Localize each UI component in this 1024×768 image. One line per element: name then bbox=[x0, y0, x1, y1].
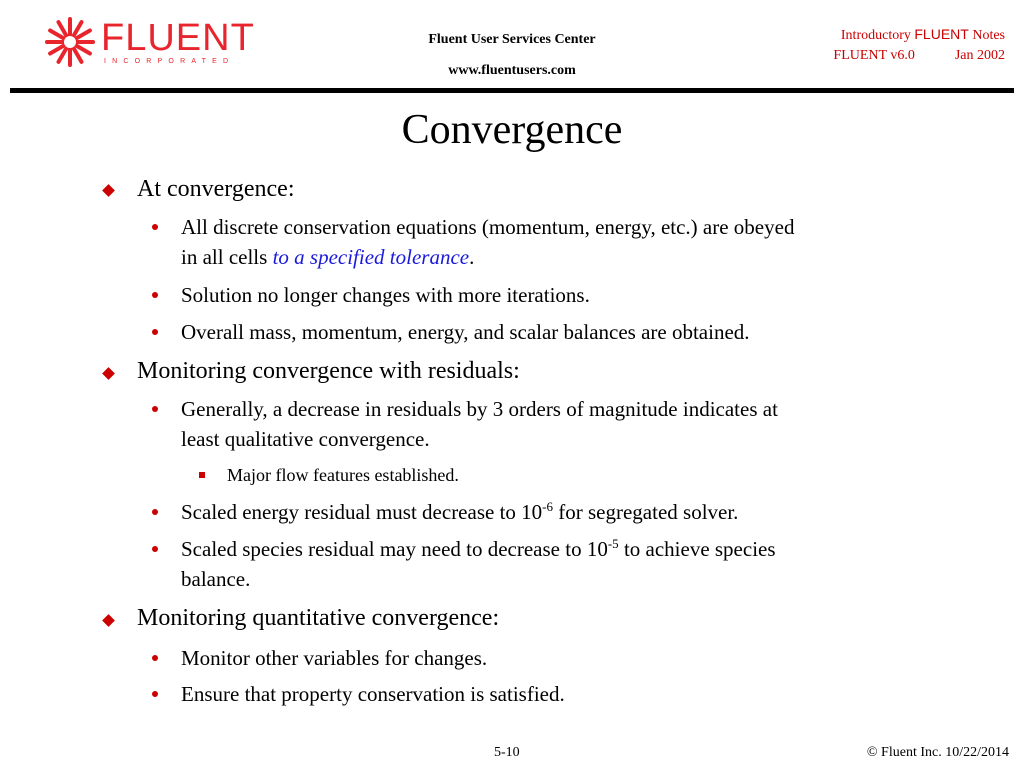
list-item-text: to achieve species bbox=[618, 537, 776, 561]
list-item-text: Scaled species residual may need to decrease to 10 bbox=[181, 537, 608, 561]
notes-suffix: Notes bbox=[968, 28, 1005, 43]
dot-bullet-icon bbox=[152, 691, 158, 697]
dot-bullet-icon bbox=[152, 406, 158, 412]
list-item-text: . bbox=[469, 245, 475, 269]
services-center-label: Fluent User Services Center bbox=[428, 32, 596, 47]
dot-bullet-icon bbox=[152, 655, 158, 661]
list-item bbox=[181, 497, 941, 527]
dot-bullet-icon bbox=[152, 509, 158, 515]
list-item: Ensure that property conservation is satisfied. bbox=[181, 682, 565, 706]
dot-bullet-icon bbox=[152, 546, 158, 552]
section-heading: Monitoring quantitative convergence: bbox=[137, 605, 500, 631]
section-heading: At convergence: bbox=[137, 176, 295, 202]
notes-prefix: Introductory bbox=[840, 28, 915, 43]
exponent: -6 bbox=[542, 499, 553, 514]
dot-bullet-icon bbox=[152, 224, 158, 230]
dot-bullet-icon bbox=[152, 292, 158, 298]
list-item-line bbox=[181, 534, 941, 564]
list-item-text: Scaled energy residual must decrease to 10 bbox=[181, 500, 543, 524]
list-item-line: balance. bbox=[181, 567, 251, 591]
list-item-text: for segregated solver. bbox=[553, 500, 739, 524]
list-item-line: least qualitative convergence. bbox=[181, 427, 430, 451]
list-item-line: All discrete conservation equations (momentum, energy, etc.) are obeyed bbox=[181, 215, 795, 239]
exponent: -5 bbox=[607, 536, 619, 551]
logo-subtext: INCORPORATED bbox=[104, 58, 235, 65]
date-label: Jan 2002 bbox=[954, 48, 1005, 63]
slide-title: Convergence bbox=[401, 107, 623, 153]
highlight-text: to a specified tolerance bbox=[272, 245, 470, 269]
section-heading: Monitoring convergence with residuals: bbox=[137, 358, 520, 384]
logo-wordmark: FLUENT bbox=[101, 17, 255, 59]
list-item-line bbox=[181, 242, 941, 272]
notes-brand: FLUENT bbox=[914, 26, 969, 42]
version-label: FLUENT v6.0 bbox=[833, 48, 915, 63]
page-number: 5-10 bbox=[494, 745, 520, 760]
dot-bullet-icon bbox=[152, 329, 158, 335]
diamond-bullet-icon bbox=[102, 367, 115, 380]
copyright: © Fluent Inc. 10/22/2014 bbox=[866, 745, 1009, 760]
list-item bbox=[181, 212, 941, 272]
list-item bbox=[181, 394, 941, 454]
list-item: Solution no longer changes with more iterations. bbox=[181, 283, 590, 307]
square-bullet-icon bbox=[199, 472, 205, 478]
list-item-line: Generally, a decrease in residuals by 3 orders of magnitude indicates at bbox=[181, 397, 778, 421]
diamond-bullet-icon bbox=[102, 184, 115, 197]
diamond-bullet-icon bbox=[102, 614, 115, 627]
sub-list-item: Major flow features established. bbox=[227, 465, 459, 485]
website-link[interactable]: www.fluentusers.com bbox=[448, 63, 576, 78]
list-item: Overall mass, momentum, energy, and scalar balances are obtained. bbox=[181, 320, 750, 344]
list-item: Monitor other variables for changes. bbox=[181, 646, 488, 670]
list-item bbox=[181, 534, 941, 594]
list-item-text: in all cells bbox=[181, 245, 273, 269]
